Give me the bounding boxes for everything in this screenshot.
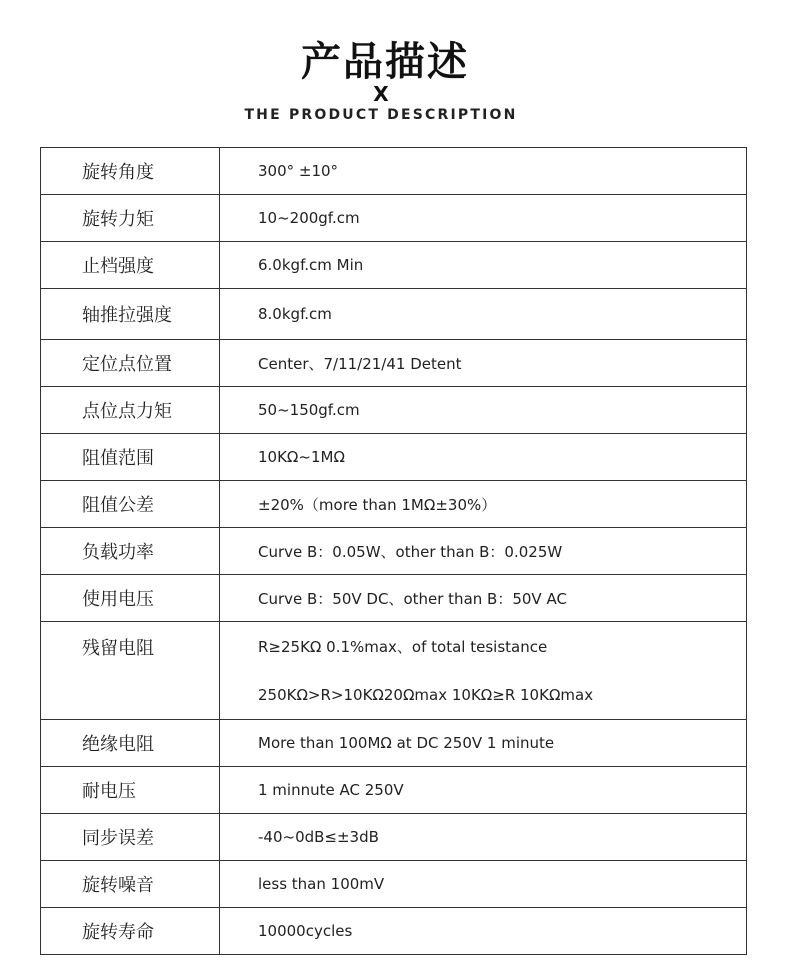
table-row xyxy=(41,148,747,195)
spec-label: 点位点力矩 xyxy=(41,387,220,434)
spec-label: 残留电阻 xyxy=(41,622,220,720)
spec-label: 定位点位置 xyxy=(41,340,220,387)
spec-value: 50~150gf.cm xyxy=(220,387,747,434)
spec-value: Center、7/11/21/41 Detent xyxy=(220,340,747,387)
spec-label: 旋转角度 xyxy=(41,148,220,195)
spec-label: 旋转噪音 xyxy=(41,861,220,908)
spec-label: 同步误差 xyxy=(41,814,220,861)
spec-value: 10~200gf.cm xyxy=(220,195,747,242)
table-row xyxy=(41,767,747,814)
spec-value: Curve B：0.05W、other than B：0.025W xyxy=(220,528,747,575)
table-row xyxy=(41,195,747,242)
spec-label: 绝缘电阻 xyxy=(41,720,220,767)
table-row xyxy=(41,289,747,340)
spec-value-line: R≥25KΩ 0.1%max、of total tesistance xyxy=(258,637,548,656)
spec-label: 耐电压 xyxy=(41,767,220,814)
table-row xyxy=(41,720,747,767)
spec-value: -40~0dB≤±3dB xyxy=(220,814,747,861)
spec-label: 轴推拉强度 xyxy=(41,289,220,340)
spec-label: 阻值公差 xyxy=(41,481,220,528)
spec-value: Curve B：50V DC、other than B：50V AC xyxy=(220,575,747,622)
spec-value: 10KΩ~1MΩ xyxy=(220,434,747,481)
spec-value: less than 100mV xyxy=(220,861,747,908)
spec-value: ±20%（more than 1MΩ±30%） xyxy=(220,481,747,528)
table-row xyxy=(41,434,747,481)
page-subtitle: THE PRODUCT DESCRIPTION xyxy=(244,107,518,123)
table-row xyxy=(41,481,747,528)
spec-value: 6.0kgf.cm Min xyxy=(220,242,747,289)
spec-label: 使用电压 xyxy=(41,575,220,622)
table-row xyxy=(41,575,747,622)
spec-value-line: 250KΩ>R>10KΩ20Ωmax 10KΩ≥R 10KΩmax xyxy=(258,685,594,704)
spec-value: More than 100MΩ at DC 250V 1 minute xyxy=(220,720,747,767)
table-row xyxy=(41,528,747,575)
table-row xyxy=(41,814,747,861)
spec-value: 8.0kgf.cm xyxy=(220,289,747,340)
table-row xyxy=(41,387,747,434)
header xyxy=(0,0,790,140)
spec-table xyxy=(40,147,747,955)
table-row xyxy=(41,908,747,955)
spec-label: 旋转力矩 xyxy=(41,195,220,242)
table-row xyxy=(41,340,747,387)
spec-value: 1 minnute AC 250V xyxy=(220,767,747,814)
spec-label: 止档强度 xyxy=(41,242,220,289)
page-title: 产品描述 xyxy=(301,39,469,85)
spec-label: 负载功率 xyxy=(41,528,220,575)
table-row xyxy=(41,242,747,289)
spec-value-multiline xyxy=(220,622,747,720)
spec-label: 旋转寿命 xyxy=(41,908,220,955)
spec-value: 300° ±10° xyxy=(220,148,747,195)
table-row xyxy=(41,861,747,908)
spec-value: 10000cycles xyxy=(220,908,747,955)
table-row xyxy=(41,622,747,720)
title-mark: X xyxy=(373,82,389,106)
spec-label: 阻值范围 xyxy=(41,434,220,481)
